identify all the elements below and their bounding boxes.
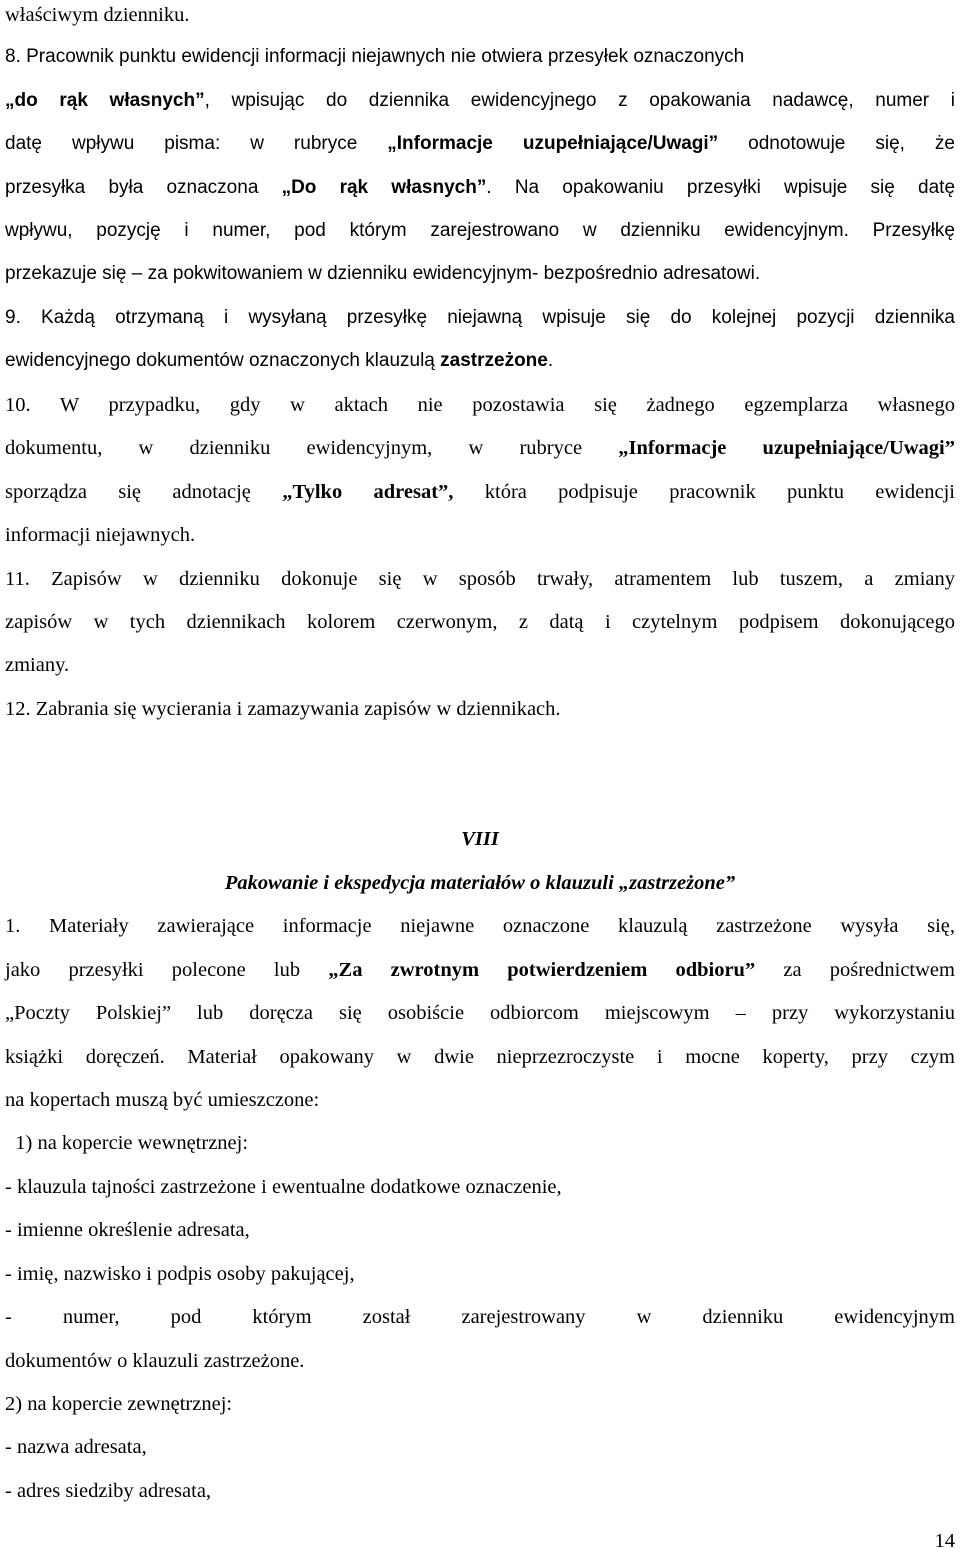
item-11-line: [5, 651, 955, 679]
text-span: .: [547, 350, 554, 371]
item-9-line: [5, 347, 955, 375]
text-span: 1) na kopercie wewnętrznej:: [5, 1132, 249, 1154]
text-span: 10. W przypadku, gdy w aktach nie pozostawia się żadnego egzemplarza własnego: [5, 394, 955, 416]
list-item: [5, 1347, 955, 1375]
bold-phrase: „Tylko adresat”,: [282, 481, 454, 503]
text-span: 12. Zabrania się wycierania i zamazywania zapisów w dziennikach.: [5, 698, 561, 720]
text-span: 11. Zapisów w dzienniku dokonuje się w sposób trwały, atramentem lub tuszem, a zmiany: [5, 568, 955, 590]
list-item: [5, 1216, 955, 1244]
text-span: . Na opakowaniu przesyłki wpisuje się datę: [486, 177, 956, 198]
document-page: [5, 0, 955, 1565]
section-title: [5, 869, 955, 897]
list-item: [5, 1173, 955, 1201]
text-span: na kopertach muszą być umieszczone:: [5, 1089, 320, 1111]
text-span: przekazuje się – za pokwitowaniem w dzienniku ewidencyjnym- bezpośrednio adresatowi.: [5, 263, 761, 284]
list-heading: [5, 1390, 955, 1418]
list-item: [5, 1433, 955, 1461]
text-span: ewidencyjnego dokumentów oznaczonych klauzulą: [5, 350, 441, 371]
list-item: [5, 1303, 955, 1331]
bold-phrase: „Za zwrotnym potwierdzeniem odbioru”: [328, 959, 756, 981]
item-10-line: [5, 434, 955, 462]
item-10-line: [5, 478, 955, 506]
bold-phrase: zastrzeżone: [440, 350, 548, 371]
section-number: [5, 825, 955, 853]
text-span: - imienne określenie adresata,: [5, 1219, 250, 1241]
item-12-line: [5, 695, 955, 723]
text-span: „Poczty Polskiej” lub doręcza się osobiście odbiorcom miejscowym – przy wykorzystaniu: [5, 1002, 955, 1024]
bold-phrase: „Do rąk własnych”: [281, 177, 487, 198]
item-10-line: [5, 521, 955, 549]
section-line: [5, 999, 955, 1027]
text-span: 14: [934, 1530, 955, 1552]
item-8-line: [5, 260, 955, 288]
text-span: 2) na kopercie zewnętrznej:: [5, 1393, 233, 1415]
section-line: [5, 1086, 955, 1114]
text-span: , wpisując do dziennika ewidencyjnego z opakowania nadawcę, numer i: [204, 90, 955, 111]
item-8-line: [5, 174, 955, 202]
text-span: - adres siedziby adresata,: [5, 1480, 212, 1502]
text-line: [5, 1, 955, 29]
item-8-line: [5, 217, 955, 245]
text-span: dokumentu, w dzienniku ewidencyjnym, w rubryce: [5, 437, 619, 459]
text-span: 1. Materiały zawierające informacje niejawne oznaczone klauzulą zastrzeżone wysyła się,: [5, 915, 955, 937]
text-span: VIII: [461, 828, 499, 850]
text-span: która podpisuje pracownik punktu ewidencji: [453, 481, 955, 503]
list-item: [5, 1260, 955, 1288]
text-span: przesyłka była oznaczona: [5, 177, 282, 198]
text-span: - nazwa adresata,: [5, 1436, 147, 1458]
text-span: właściwym dzienniku.: [5, 4, 190, 26]
text-span: - klauzula tajności zastrzeżone i ewentualne dodatkowe oznaczenie,: [5, 1176, 562, 1198]
section-line: [5, 1043, 955, 1071]
item-9-line: [5, 304, 955, 332]
text-span: jako przesyłki polecone lub: [5, 959, 329, 981]
text-span: datę wpływu pisma: w rubryce: [5, 133, 388, 154]
section-line: [5, 912, 955, 940]
list-heading: [5, 1129, 955, 1157]
page-number: [935, 1527, 956, 1555]
text-span: dokumentów o klauzuli zastrzeżone.: [5, 1350, 305, 1372]
item-8-line: [5, 130, 955, 158]
text-span: książki doręczeń. Materiał opakowany w dwie nieprzezroczyste i mocne koperty, przy czym: [5, 1046, 955, 1068]
section-line: [5, 956, 955, 984]
bold-phrase: „Informacje uzupełniające/Uwagi”: [387, 133, 719, 154]
text-span: 9. Każdą otrzymaną i wysyłaną przesyłkę niejawną wpisuje się do kolejnej pozycji dziennika: [5, 307, 955, 328]
text-span: - imię, nazwisko i podpis osoby pakującej,: [5, 1263, 355, 1285]
text-span: - numer, pod którym został zarejestrowany w dzienniku ewidencyjnym: [5, 1306, 955, 1328]
item-11-line: [5, 608, 955, 636]
text-span: informacji niejawnych.: [5, 524, 196, 546]
item-11-line: [5, 565, 955, 593]
item-10-line: [5, 391, 955, 419]
text-span: sporządza się adnotację: [5, 481, 283, 503]
bold-phrase: „do rąk własnych”: [5, 90, 205, 111]
text-span: Pakowanie i ekspedycja materiałów o klauzuli „zastrzeżone”: [224, 872, 736, 894]
text-span: zapisów w tych dziennikach kolorem czerwonym, z datą i czytelnym podpisem dokonującego: [5, 611, 955, 633]
text-span: odnotowuje się, że: [718, 133, 955, 154]
bold-phrase: „Informacje uzupełniające/Uwagi”: [618, 437, 956, 459]
text-span: 8. Pracownik punktu ewidencji informacji niejawnych nie otwiera przesyłek oznaczonych: [5, 46, 745, 67]
item-8-line: [5, 43, 955, 71]
text-span: zmiany.: [5, 654, 70, 676]
text-span: za pośrednictwem: [755, 959, 955, 981]
item-8-line: [5, 87, 955, 115]
text-span: wpływu, pozycję i numer, pod którym zarejestrowano w dzienniku ewidencyjnym. Przesyłkę: [5, 220, 955, 241]
list-item: [5, 1477, 955, 1505]
